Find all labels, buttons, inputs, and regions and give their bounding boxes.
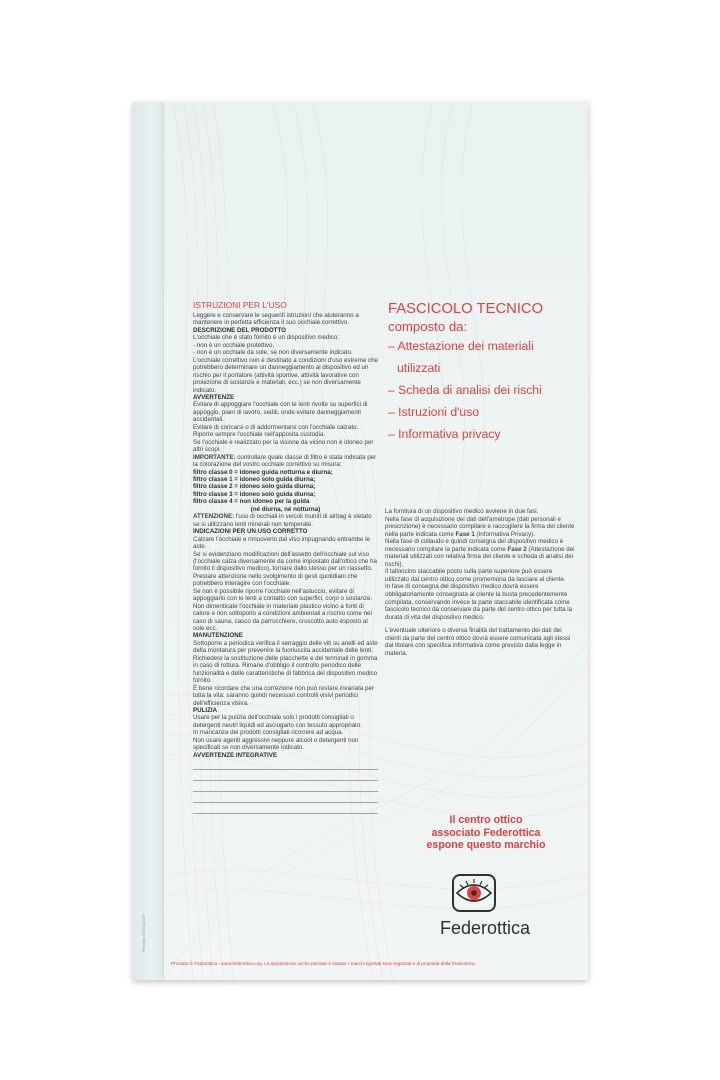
text: (Informativa Privacy). (474, 530, 535, 538)
paragraph: Calzare l'occhiale e rimuoverlo dal viso impugnando entrambe le aste. (193, 535, 370, 551)
write-line[interactable] (193, 761, 378, 770)
section-title-description: DESCRIZIONE DEL PRODOTTO (193, 326, 286, 334)
paragraph: - non è un occhiale da sole, se non diversamente indicato. (193, 349, 353, 357)
filter-class-3: filtro classe 3 = idoneo solo guida diurna; (193, 490, 316, 498)
filter-note: (né diurna, né notturna) (250, 505, 321, 513)
technical-file-header (388, 300, 588, 445)
paragraph: In fase di consegna del dispositivo medico dovrà essere obbligatoriamente consegnata al cliente la busta precedentemente compilata, conservando invece la parte staccabile identificata come fascicolo tecnico da conservare da parte del centro ottico per tutta la durata di vita del dispositivo medico. (385, 583, 573, 621)
technical-file-item: – Istruzioni d'uso (388, 405, 480, 419)
write-line[interactable] (193, 783, 378, 792)
instructions-heading: ISTRUZIONI PER L'USO (193, 300, 287, 310)
phase-1-label: Fase 1 (455, 530, 475, 538)
filter-class-4: filtro classe 4 = non idoneo per la guida (193, 498, 310, 506)
association-line: associato Federottica (431, 826, 541, 839)
association-notice (391, 814, 581, 852)
technical-file-item: – Attestazione dei materiali (388, 339, 534, 353)
paragraph: È bene ricordare che una correzione non può restare invariata per tutta la vita: saranno quindi necessari controlli visivi periodici dell'efficienza visiva. (193, 684, 374, 707)
technical-file-item: – Informativa privacy (388, 427, 501, 441)
paragraph: L'eventuale ulteriore o diversa finalità del trattamento dei dati dei clienti da parte del centro ottico dovrà essere comunicata agli stessi dal titolare con specifica informativa come previsto dalla legge in materia. (385, 627, 571, 657)
paragraph: Il talloncino staccabile posto sulla parte superiore può essere utilizzato dal centro ottico come promemoria da lasciare al cliente. (385, 568, 566, 583)
write-line[interactable] (193, 805, 378, 814)
paragraph: Prestare attenzione nello svolgimento di gesti quotidiani che potrebbero interagire con l'occhiale. (193, 572, 358, 588)
filter-class-0: filtro classe 0 = idoneo guida notturna e diurna; (193, 468, 333, 476)
paragraph: Se l'occhiale è realizzato per la visione da vicino non è idoneo per altri scopi. (193, 438, 374, 454)
supply-process-text (385, 508, 575, 657)
section-title-additional-warnings: AVVERTENZE INTEGRATIVE (193, 751, 277, 759)
technical-booklet-sheet (133, 102, 588, 980)
text: Nella fase di acquisizione dei dati dell'ametrope (dati personali e prescrizione) è necessario compilare e raccogliere la firma del cliente nella parte indicata come (385, 515, 575, 538)
label-attention: ATTENZIONE: (193, 513, 235, 521)
footer-copyright: Prodotto © Federottica - www.federottica.org. La riproduzione anche parziale è vietata. I marchi riportati sono registrati e di proprietà della Federottica (171, 961, 475, 966)
technical-file-item: utilizzati (397, 361, 441, 375)
paragraph: Evitare di coricarsi o di addormentarsi con l'occhiale calzato. (193, 423, 359, 431)
paragraph: Sottoporre a periodica verifica il serraggio delle viti su anelli ed aste della montatura per prevenire la fuoriuscita accidentale delle lenti. (193, 639, 378, 655)
phase-2-label: Fase 2 (507, 545, 527, 553)
write-line[interactable] (193, 794, 378, 803)
paragraph: Riporre sempre l'occhiale nell'apposita custodia. (193, 431, 326, 439)
paragraph: Evitare di appoggiare l'occhiale con le lenti rivolte su superfici di appoggio, piani di lavoro, sedili, onde evitare danneggiamenti accidentali. (193, 401, 368, 424)
paragraph: Se non è possibile riporre l'occhiale nell'astuccio, evitare di appoggiarlo con le lenti a contatto con superfici, corpi o sostanze. (193, 587, 373, 603)
paragraph-attention (193, 513, 378, 528)
label-important: IMPORTANTE: (193, 453, 236, 461)
technical-file-title: FASCICOLO TECNICO (388, 301, 544, 317)
text: Nella fase di collaudo e quindi consegna del dispositivo medico è necessario compilare la parte indicata come (385, 538, 564, 553)
paragraph: Non usare agenti aggressivi neppure alcool o detergenti non specificati se non diversamente indicato. (193, 736, 359, 752)
instructions-intro: Leggere e conservare le seguenti istruzioni che aiuteranno a mantenere in perfetta efficienza il suo occhiale correttivo. (193, 312, 359, 327)
write-line[interactable] (193, 772, 378, 781)
brand-name: Federottica (439, 918, 531, 938)
paragraph: Se si evidenziano modificazioni dell'assetto dell'occhiale sul viso (l'occhiale calza diversamente da come impostato dall'ottico che ha fornito il dispositivo medico), tornare dallo stesso per un riassetto. (193, 550, 377, 573)
filter-class-2: filtro classe 2 = idoneo solo guida diurna; (193, 483, 316, 491)
association-line: Il centro ottico (449, 814, 523, 826)
binding-spine (133, 102, 164, 980)
paragraph: Richiedere la sostituzione delle placchette e dei terminali in gomma in caso di rottura. Rimane d'obbligo il controllo periodico delle funzionalità e delle caratteristiche di fabbrica del dispositivo medico fornito. (193, 654, 378, 685)
paragraph: La fornitura di un dispositivo medico avviene in due fasi. (385, 508, 539, 515)
technical-file-item: – Scheda di analisi dei rischi (388, 383, 542, 397)
instructions-column (193, 300, 378, 814)
paragraph: - non è un occhiale protettivo, (193, 341, 275, 349)
paragraph-phase-2 (385, 538, 575, 568)
section-title-warnings: AVVERTENZE (193, 393, 235, 401)
section-title-cleaning: PULIZIA (193, 707, 218, 715)
section-title-maintenance: MANUTENZIONE (193, 632, 243, 640)
text: (Attestazione dei materiali utilizzati con relativa firma del cliente e scheda di analisi dei rischi). (385, 545, 575, 568)
paragraph: In mancanza dei prodotti consigliati ricorrere ad acqua. (193, 729, 344, 737)
filter-class-1: filtro classe 1 = idoneo solo guida diurna; (193, 475, 316, 483)
paragraph-important (193, 454, 378, 469)
paragraph: Usare per la pulizia dell'occhiale solo i prodotti consigliati o detergenti neutri liquidi ed asciugarlo con tessuto appropriato. (193, 714, 362, 729)
technical-file-subtitle: composto da: (388, 319, 468, 334)
spine-product-code: Prodotto BCG002V/P (141, 913, 146, 952)
association-line: espone questo marchio (426, 839, 546, 851)
text-attention: l'uso di occhiali in veicoli muniti di airbag è vietato se si utilizzano lenti minerali non temperate. (193, 513, 372, 528)
text-important: controllare quale classe di filtro è stata indicata per la colorazione del vostro occhiale correttivo su misura: (193, 453, 377, 469)
paragraph: Non dimenticate l'occhiale in materiale plastico vicino a fonti di calore e non sottoporlo a condizioni ambientali a rischio come nel caso di sauna, casco da parrucchiere, cruscotto auto esposto al sole ecc. (193, 602, 372, 633)
paragraph: L'occhiale correttivo non è destinato a condizioni d'uso estreme che potrebbero determinare un danneggiamento al dispositivo ed un rischio per il portatore (attività sportive, attività lavorative con proiezione di sostanze e materiali, ecc.) se non diversamente indicato. (193, 356, 379, 394)
federottica-eye-logo-icon (451, 873, 497, 913)
paragraph-phase-1 (385, 516, 575, 539)
paragraph: L'occhiale che è stato fornito è un dispositivo medico: (193, 334, 339, 342)
section-title-correct-use: INDICAZIONI PER UN USO CORRETTO (193, 528, 308, 536)
